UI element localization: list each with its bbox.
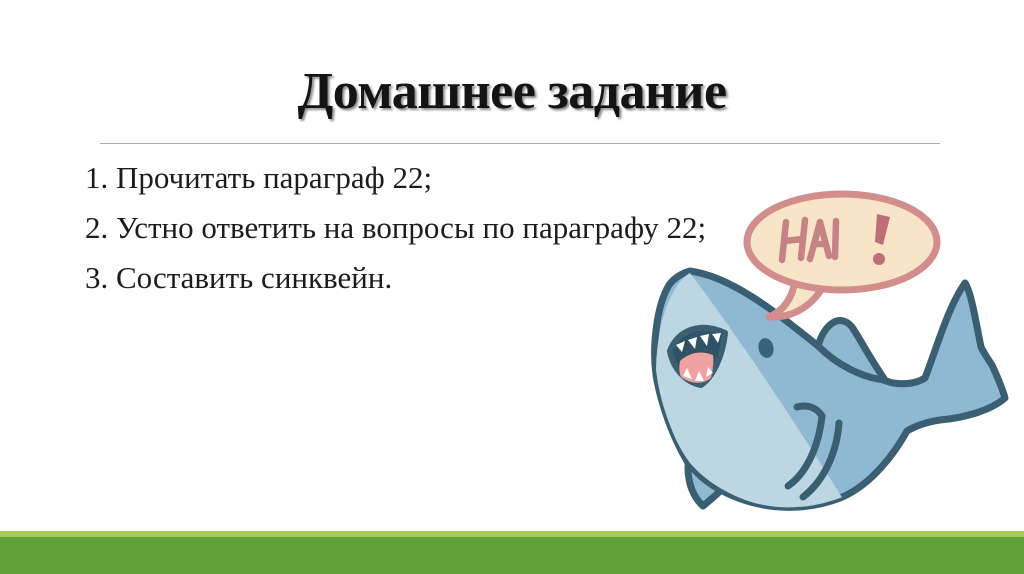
- shark-illustration: [645, 185, 1015, 515]
- shark-illustration-svg: [645, 185, 1015, 515]
- title-divider: [100, 143, 940, 144]
- homework-item-1: 1. Прочитать параграф 22;: [85, 160, 433, 195]
- bottom-accent-bar-dark: [0, 537, 1024, 574]
- homework-list: [85, 153, 706, 303]
- slide-title: Домашнее задание: [297, 63, 727, 120]
- speech-bubble: [747, 194, 937, 317]
- homework-item-3: 3. Составить синквейн.: [85, 260, 393, 295]
- homework-item-2: 2. Устно ответить на вопросы по параграфу 22;: [85, 210, 707, 245]
- shark: [655, 271, 1005, 509]
- speech-bubble-body: [747, 194, 937, 290]
